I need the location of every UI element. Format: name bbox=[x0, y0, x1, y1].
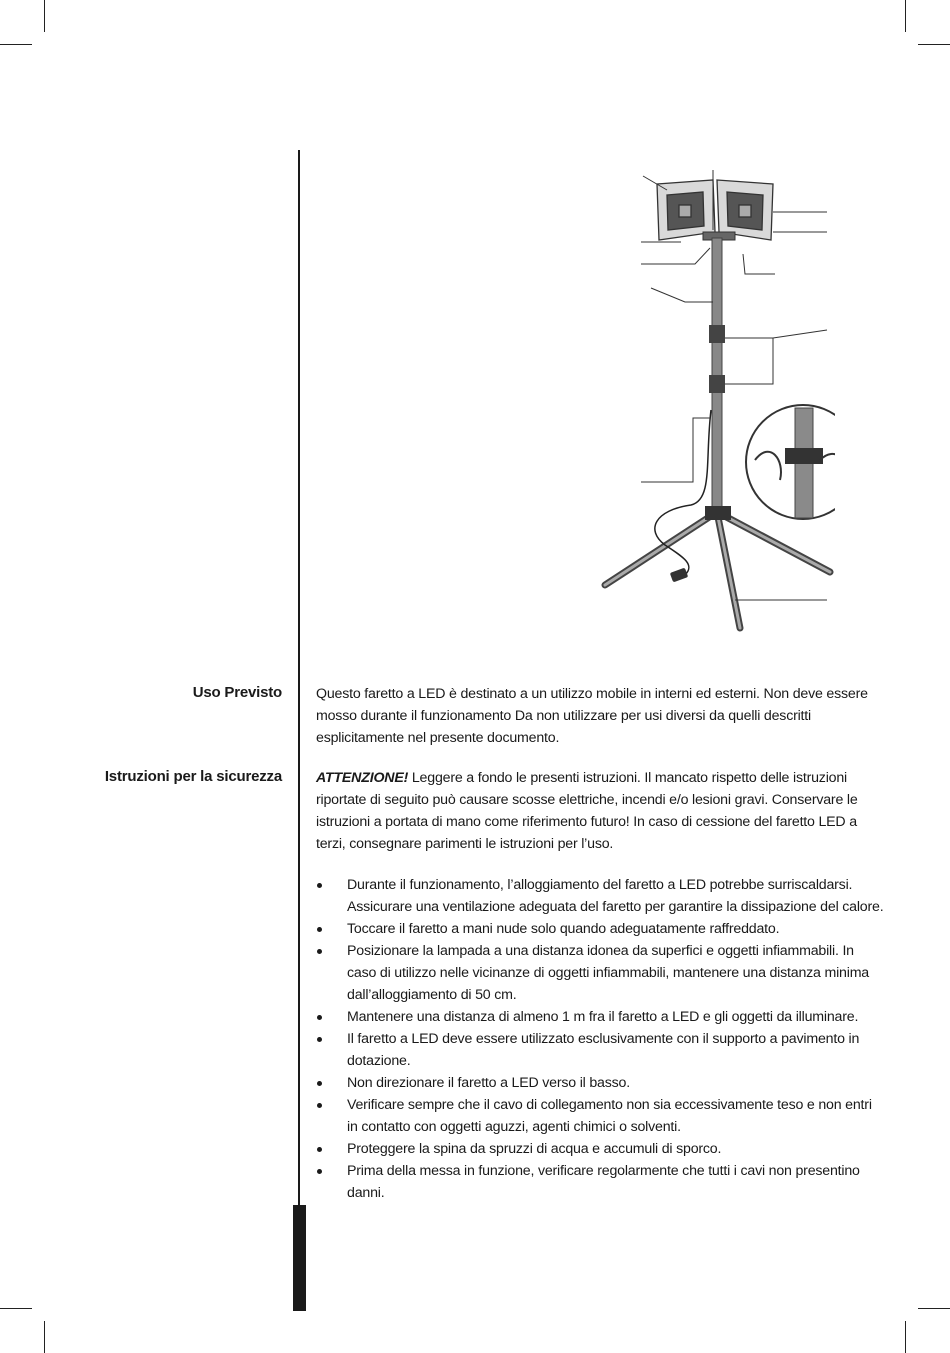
list-item bbox=[316, 940, 886, 1006]
crop-mark bbox=[905, 0, 906, 32]
list-item bbox=[316, 1006, 886, 1028]
column-rule bbox=[298, 150, 300, 1310]
bullet-text: Prima della messa in funzione, verificare regolarmente che tutti i cavi non presentino danni. bbox=[347, 1163, 860, 1201]
list-item bbox=[316, 918, 886, 940]
intended-use-paragraph: Questo faretto a LED è destinato a un utilizzo mobile in interni ed esterni. Non deve essere mosso durante il funzionamento Da non utilizzare per usi diversi da quelli descritti esplicitamente nel presente documento. bbox=[316, 686, 868, 746]
bullet-text: Non direzionare il faretto a LED verso il basso. bbox=[347, 1075, 630, 1091]
bullet-text: Durante il funzionamento, l’alloggiamento del faretto a LED potrebbe surriscaldarsi. Assicurare una ventilazione adeguata del faretto per garantire la dissipazione del calore. bbox=[347, 877, 884, 915]
bullet-icon bbox=[317, 1015, 322, 1020]
bullet-icon bbox=[317, 1081, 322, 1086]
crop-mark bbox=[918, 1308, 950, 1309]
safety-warning-paragraph bbox=[316, 767, 876, 855]
crop-mark bbox=[905, 1321, 906, 1353]
crop-mark bbox=[918, 44, 950, 45]
bullet-icon bbox=[317, 927, 322, 932]
list-item bbox=[316, 1160, 886, 1204]
warning-word: ATTENZIONE! bbox=[316, 770, 409, 786]
crop-mark bbox=[44, 0, 45, 32]
lamp-head-right bbox=[717, 180, 773, 240]
bullet-text: Posizionare la lampada a una distanza idonea da superfici e oggetti infiammabili. In caso di utilizzo nelle vicinanze di oggetti infiammabili, mantenere una distanza minima dall’alloggiamento di 50 cm. bbox=[347, 943, 870, 1003]
bullet-text: Il faretto a LED deve essere utilizzato esclusivamente con il supporto a pavimento in dotazione. bbox=[347, 1031, 860, 1069]
warning-text: Leggere a fondo le presenti istruzioni. Il mancato rispetto delle istruzioni riportate di seguito può causare scosse elettriche, incendi e/o lesioni gravi. Conservare le istruzioni a portata di mano come riferimento futuro! In caso di cessione del faretto LED a terzi, consegnare parimenti le istruzioni per l’uso. bbox=[316, 770, 858, 852]
list-item bbox=[316, 1138, 886, 1160]
thumb-tab bbox=[293, 1205, 306, 1311]
list-item bbox=[316, 1094, 886, 1138]
led-floodlight-tripod-illustration-icon bbox=[595, 160, 835, 635]
crop-mark bbox=[0, 1308, 32, 1309]
list-item bbox=[316, 874, 886, 918]
crop-mark bbox=[0, 44, 32, 45]
bullet-text: Mantenere una distanza di almeno 1 m fra il faretto a LED e gli oggetti da illuminare. bbox=[347, 1009, 859, 1025]
bullet-text: Verificare sempre che il cavo di collegamento non sia eccessivamente teso e non entri in contatto con oggetti aguzzi, agenti chimici o solventi. bbox=[347, 1097, 872, 1135]
safety-bullet-list bbox=[316, 874, 886, 1204]
bullet-icon bbox=[317, 1169, 322, 1174]
bullet-icon bbox=[317, 883, 322, 888]
list-item bbox=[316, 1028, 886, 1072]
section-heading-intended-use: Uso Previsto bbox=[192, 684, 282, 701]
bullet-text: Toccare il faretto a mani nude solo quando adeguatamente raffreddato. bbox=[347, 921, 780, 937]
bullet-icon bbox=[317, 1147, 322, 1152]
section-heading-safety: Istruzioni per la sicurezza bbox=[104, 768, 282, 785]
crop-mark bbox=[44, 1321, 45, 1353]
list-item bbox=[316, 1072, 886, 1094]
bullet-text: Proteggere la spina da spruzzi di acqua e accumuli di sporco. bbox=[347, 1141, 722, 1157]
bullet-icon bbox=[317, 1103, 322, 1108]
bullet-icon bbox=[317, 949, 322, 954]
bullet-icon bbox=[317, 1037, 322, 1042]
